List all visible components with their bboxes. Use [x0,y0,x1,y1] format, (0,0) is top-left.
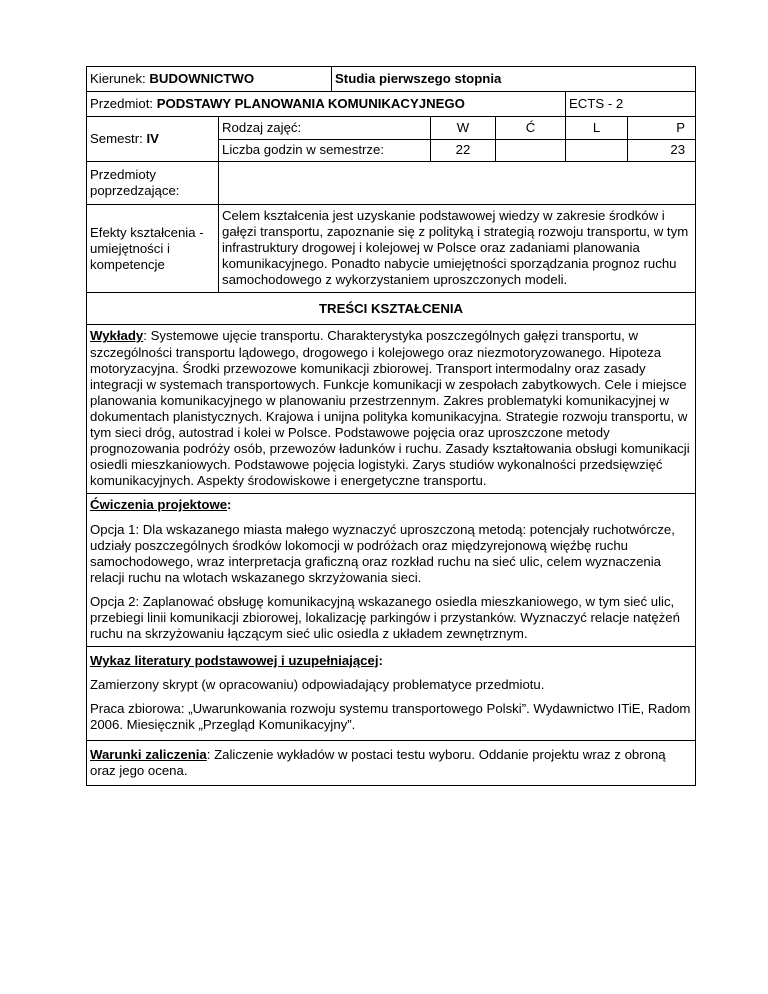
wyklady-cell [87,325,696,494]
wyklady-text: : Systemowe ujęcie transportu. Charakterystyka poszczególnych gałęzi transportu, w szczególności transportu lądowego, drogowego i kolejowego oraz niezmotoryzowanego. Hipoteza motoryzacyjna. Środki przewozowe komunikacji zbiorowej. Transport intermodalny oraz zasady integracji w systemach transportowych. Funkcje komunikacji w zespołach zabytkowych. Cele i miejsce planowania komunikacyjnego w planowaniu przestrzennym. Zakres problematyki komunikacyjnej w dokumentach planistycznych. Krajowa i unijna polityka komunikacyjna. Strategie rozwoju transportu, w tym sieci dróg, autostrad i kolei w Polsce. Podstawowe pojęcia oraz uproszczone metody prognozowania podróży osób, przewozów ładunków i ruchu. Zasady kształtowania obsługi komunikacji osiedli mieszkaniowych. Podstawowe pojęcia logistyki. Zarys studiów wykonalności przedsięwzięć komunikacyjnych. Aspekty środowiskowe i energetyczne transportu. [90,328,690,489]
literatura-cell [87,647,696,740]
ects-cell: ECTS - 2 [566,92,696,117]
efekty-text: Celem kształcenia jest uzyskanie podstawowej wiedzy w zakresie środków i gałęzi transportu, zapoznanie się z polityką i strategią rozwoju transportu, w tym infrastruktury drogowej i kolejowej w Polsce oraz zadaniami planowania komunikacyjnego. Ponadto nabycie umiejętności sporządzania prognoz ruchu samochodowego z wykorzystaniem uproszczonych modeli. [219,205,696,293]
syllabus-table [86,66,696,786]
literatura-heading [90,653,692,669]
cwiczenia-heading [90,497,692,513]
cwiczenia-colon: : [227,497,232,513]
przedmiot-cell [87,92,566,117]
type-p: P [628,117,696,140]
wyklady-row [87,325,696,494]
studia-cell: Studia pierwszego stopnia [332,67,696,92]
type-c: Ć [496,117,566,140]
literatura-colon: : [378,653,383,669]
cwiczenia-cell [87,494,696,647]
type-w: W [431,117,496,140]
tresci-row [87,293,696,325]
warunki-row [87,740,696,785]
semestr-label: Semestr: [90,130,143,146]
syllabus-document [86,66,695,786]
godziny-label: Liczba godzin w semestrze: [219,139,431,162]
przedmioty-row [87,162,696,205]
cwiczenia-opcja1: Opcja 1: Dla wskazanego miasta małego wyznaczyć uproszczoną metodą: potencjały ruchotwórcze, udziały poszczególnych środków lokomocji w podróżach oraz międzyrejonową więźbę ruchu samochodowego, wraz interpretacja graficzną oraz rozkład ruchu na sieć ulic, celem wyznaczenia relacji ruchu na wlotach wskazanego skrzyżowania sieci. [90,521,675,585]
warunki-cell [87,740,696,785]
warunki-text: : Zaliczenie wykładów w postaci testu wyboru. Oddanie projektu wraz z obroną oraz jego ocena. [90,746,666,778]
kierunek-row [87,67,696,92]
cwiczenia-opcja2: Opcja 2: Zaplanować obsługę komunikacyjną wskazanego osiedla mieszkaniowego, w tym sieć ulic, przebiegi linii komunikacji zbiorowej, lokalizację parkingów i przystanków. Wyznaczyć relacje natężeń ruchu na skrzyżowaniu łączącym sieć ulic osiedla z układem zewnętrznym. [90,593,680,642]
efekty-label: Efekty kształcenia - umiejętności i kompetencje [87,205,219,293]
kierunek-cell [87,67,332,92]
hours-p: 23 [628,139,696,162]
semestr-cell [87,117,219,162]
hours-l [566,139,628,162]
literatura-label: Wykaz literatury podstawowej i uzupełniającej [90,653,379,669]
warunki-label: Warunki zaliczenia [90,746,207,762]
cwiczenia-row [87,494,696,647]
kierunek-value: BUDOWNICTWO [149,70,255,86]
literatura-row [87,647,696,740]
przedmioty-label: Przedmioty poprzedzające: [87,162,219,205]
cwiczenia-label: Ćwiczenia projektowe [90,497,228,513]
efekty-row [87,205,696,293]
przedmiot-label: Przedmiot: [90,95,154,111]
hours-w: 22 [431,139,496,162]
rodzaj-label: Rodzaj zajęć: [219,117,431,140]
type-l: L [566,117,628,140]
kierunek-label: Kierunek: [90,70,146,86]
literatura-item-1: Zamierzony skrypt (w opracowaniu) odpowiadający problematyce przedmiotu. [90,677,545,693]
literatura-item-2: Praca zbiorowa: „Uwarunkowania rozwoju systemu transportowego Polski”. Wydawnictwo ITiE, Radom 2006. Miesięcznik „Przegląd Komunikacyjny”. [90,701,691,733]
wyklady-label: Wykłady [90,328,144,344]
tresci-heading: TREŚCI KSZTAŁCENIA [87,293,696,325]
przedmiot-value: PODSTAWY PLANOWANIA KOMUNIKACYJNEGO [156,95,465,111]
rodzaj-row [87,117,696,140]
przedmioty-value [219,162,696,205]
przedmiot-row [87,92,696,117]
semestr-value: IV [146,130,159,146]
hours-c [496,139,566,162]
